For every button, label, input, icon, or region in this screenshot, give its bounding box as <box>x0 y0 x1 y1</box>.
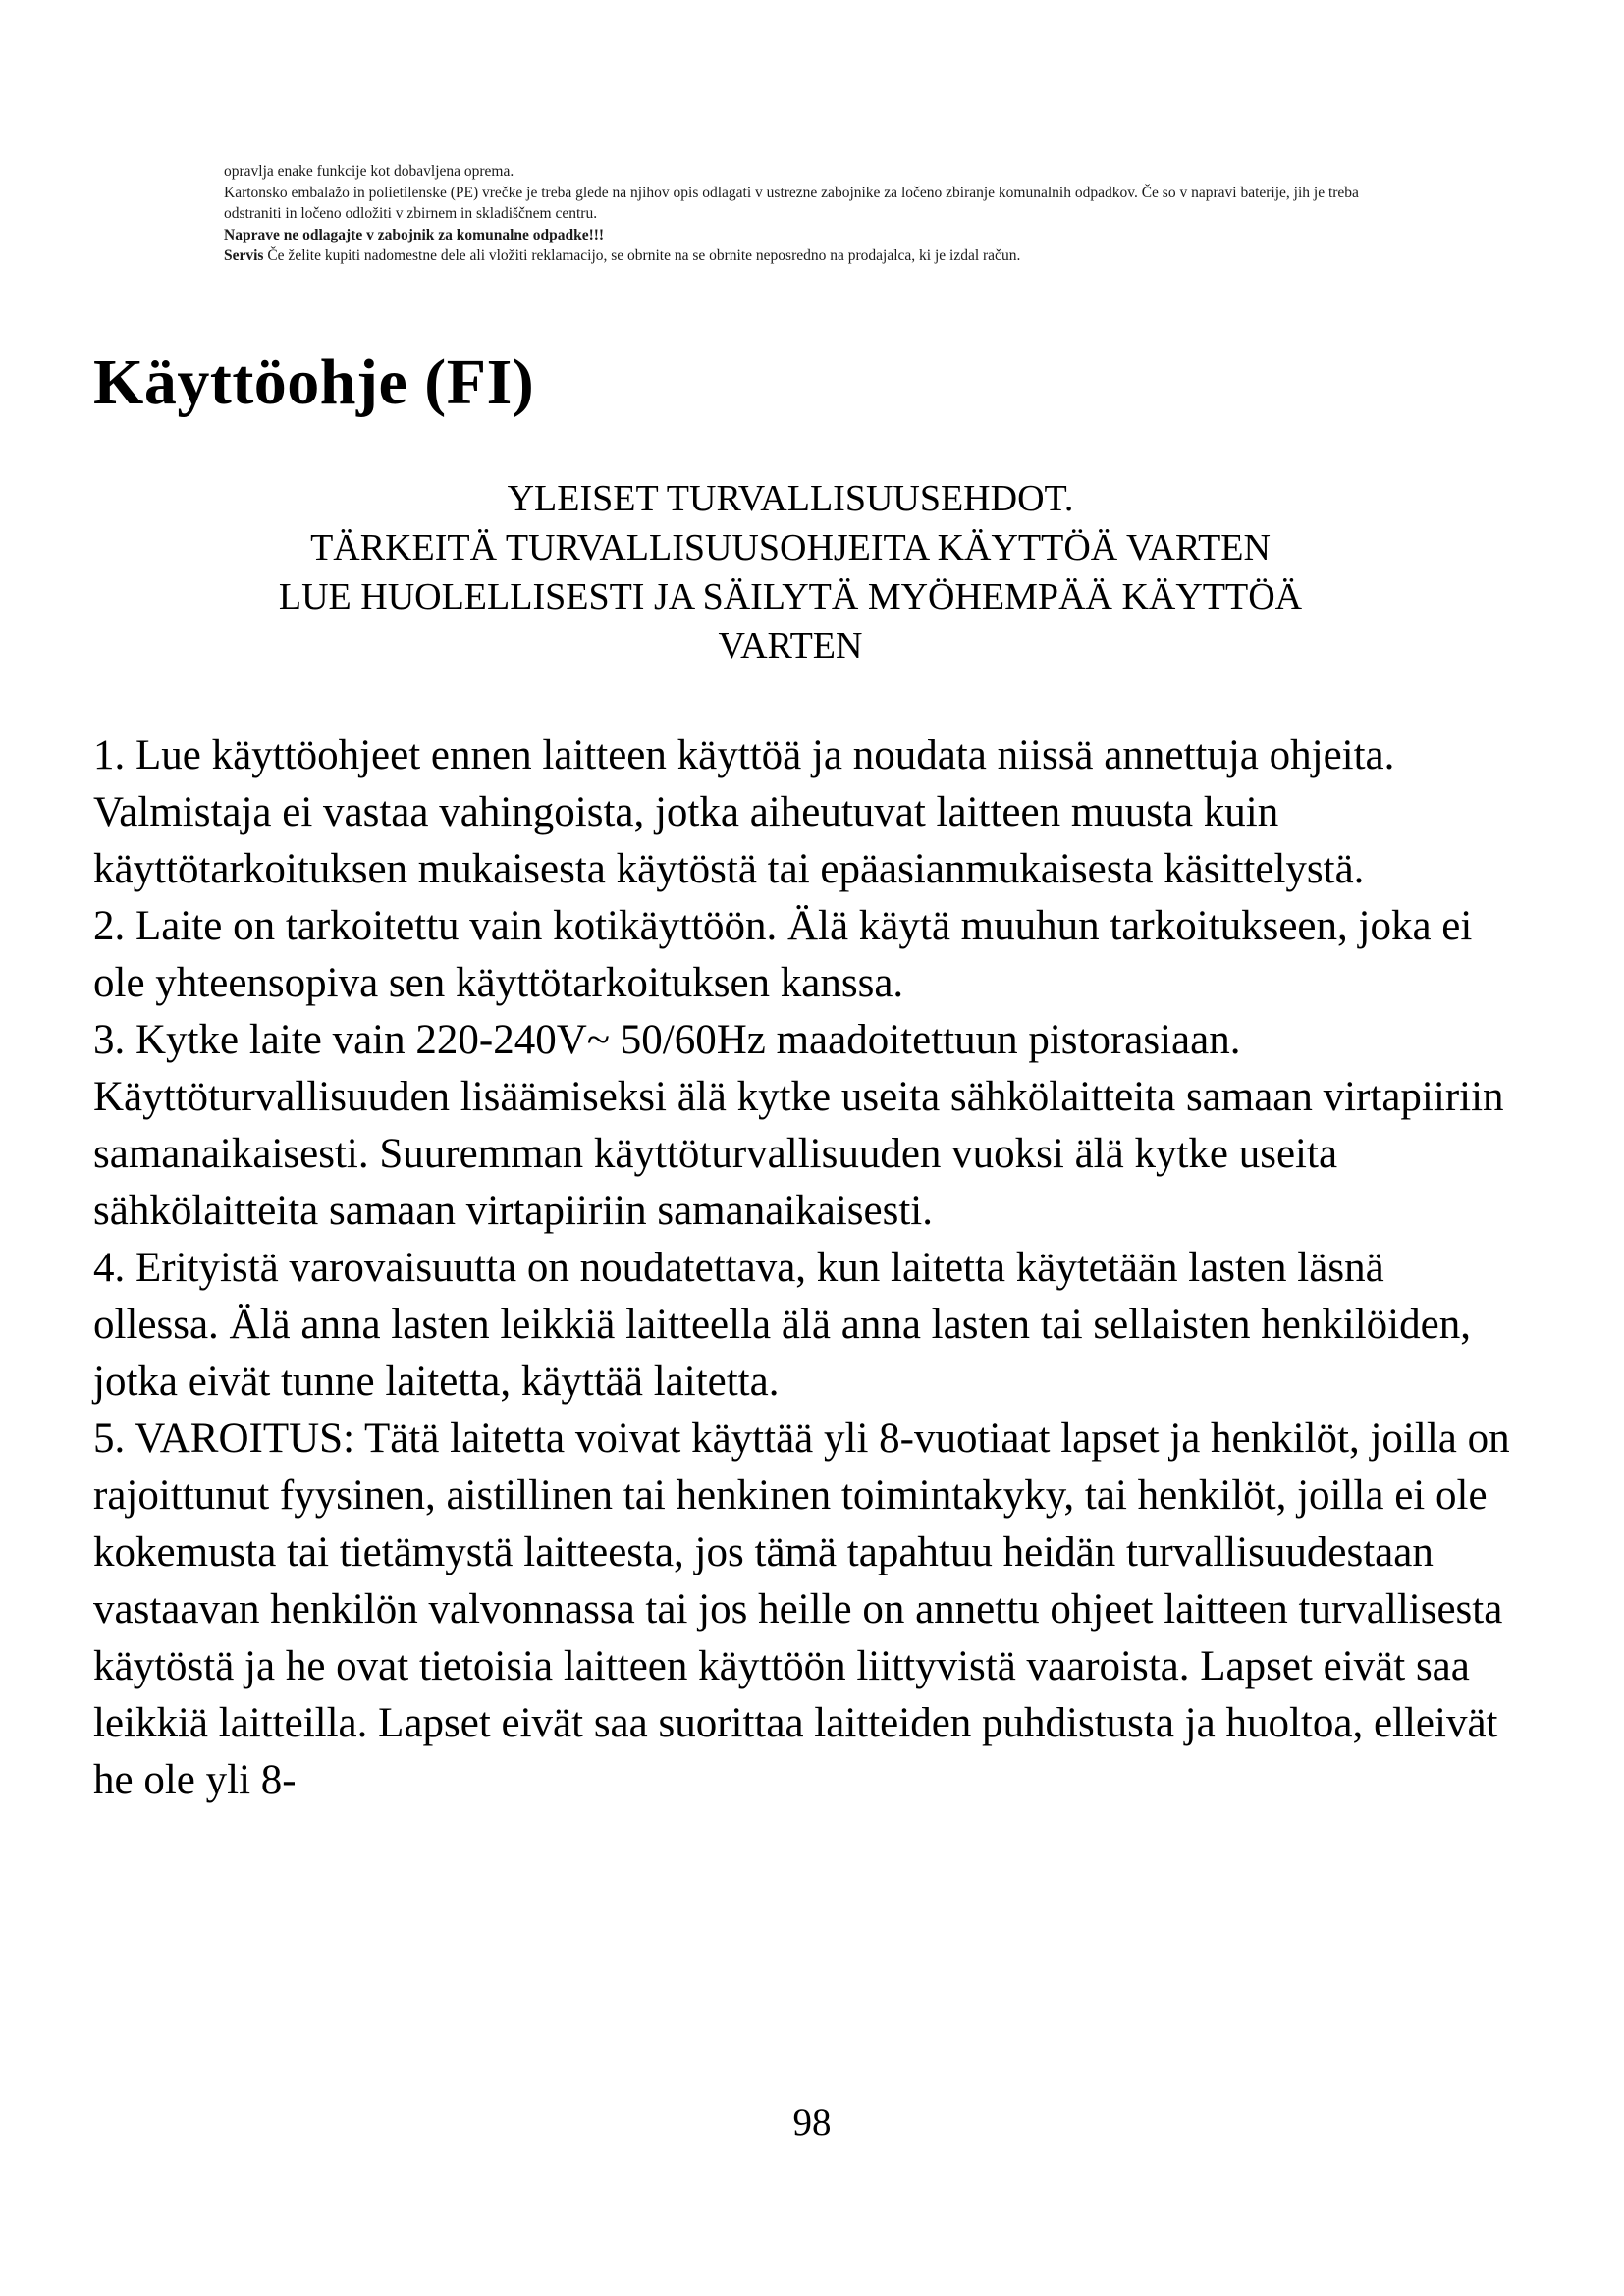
safety-title-line: VARTEN <box>718 625 863 667</box>
safety-title-line: TÄRKEITÄ TURVALLISUUSOHJEITA KÄYTTÖÄ VARTEN <box>310 527 1271 568</box>
safety-title-line: LUE HUOLELLISESTI JA SÄILYTÄ MYÖHEMPÄÄ KÄYTTÖÄ <box>278 576 1303 617</box>
instruction-item-4: 4. Erityistä varovaisuutta on noudatettava, kun laitetta käytetään lasten läsnä ollessa. Älä anna lasten leikkiä laitteella älä anna lasten tai sellaisten henkilöiden, jotka eivät tunne laitetta, käyttää laitetta. <box>93 1245 1471 1405</box>
prev-line-1: opravlja enake funkcije kot dobavljena oprema. <box>224 163 514 180</box>
instruction-item-3: 3. Kytke laite vain 220-240V~ 50/60Hz maadoitettuun pistorasiaan. Käyttöturvallisuuden lisäämiseksi älä kytke useita sähkölaitteita samaan virtapiiriin samanaikaisesti. Suuremman käyttöturvallisuuden vuoksi älä kytke useita sähkölaitteita samaan virtapiiriin samanaikaisesti. <box>93 1017 1504 1234</box>
prev-line-2: Kartonsko embalažo in polietilenske (PE) vrečke je treba glede na njihov opis odlagati v ustrezne zabojnike za ločeno zbiranje komunalnih odpadkov. Če so v napravi baterije, jih je treba odstraniti in ločeno odložiti v zbirnem in skladiščnem centru. <box>224 184 1359 222</box>
service-label: Servis <box>224 247 264 264</box>
safety-title-line: YLEISET TURVALLISUUSEHDOT. <box>507 478 1074 519</box>
safety-title <box>177 474 1404 670</box>
section-heading: Käyttöohje (FI) <box>93 347 535 418</box>
prev-service <box>224 245 1412 267</box>
prev-warning: Naprave ne odlagajte v zabojnik za komunalne odpadke!!! <box>224 226 605 243</box>
page-number: 98 <box>792 2102 832 2144</box>
previous-section-text <box>224 161 1412 267</box>
instruction-item-5: 5. VAROITUS: Tätä laitetta voivat käyttää yli 8-vuotiaat lapset ja henkilöt, joilla on rajoittunut fyysinen, aistillinen tai henkinen toimintakyky, tai henkilöt, joilla ei ole kokemusta tai tietämystä laitteesta, jos tämä tapahtuu heidän turvallisuudestaan vastaavan henkilön valvonnassa tai jos heille on annettu ohjeet laitteen turvallisesta käytöstä ja he ovat tietoisia laitteen käyttöön liittyvistä vaaroista. Lapset eivät saa leikkiä laitteilla. Lapset eivät saa suorittaa laitteiden puhdistusta ja huoltoa, elleivät he ole yli 8- <box>93 1415 1510 1803</box>
instruction-item-2: 2. Laite on tarkoitettu vain kotikäyttöön. Älä käytä muuhun tarkoitukseen, joka ei ole yhteensopiva sen käyttötarkoituksen kanssa. <box>93 903 1473 1006</box>
instructions-body <box>93 727 1512 1809</box>
service-text: Če želite kupiti nadomestne dele ali vložiti reklamacijo, se obrnite na se obrnite neposredno na prodajalca, ki je izdal račun. <box>263 247 1021 264</box>
instruction-item-1: 1. Lue käyttöohjeet ennen laitteen käyttöä ja noudata niissä annettuja ohjeita. Valmistaja ei vastaa vahingoista, jotka aiheutuvat laitteen muusta kuin käyttötarkoituksen mukaisesta käytöstä tai epäasianmukaisesta käsittelystä. <box>93 732 1395 892</box>
